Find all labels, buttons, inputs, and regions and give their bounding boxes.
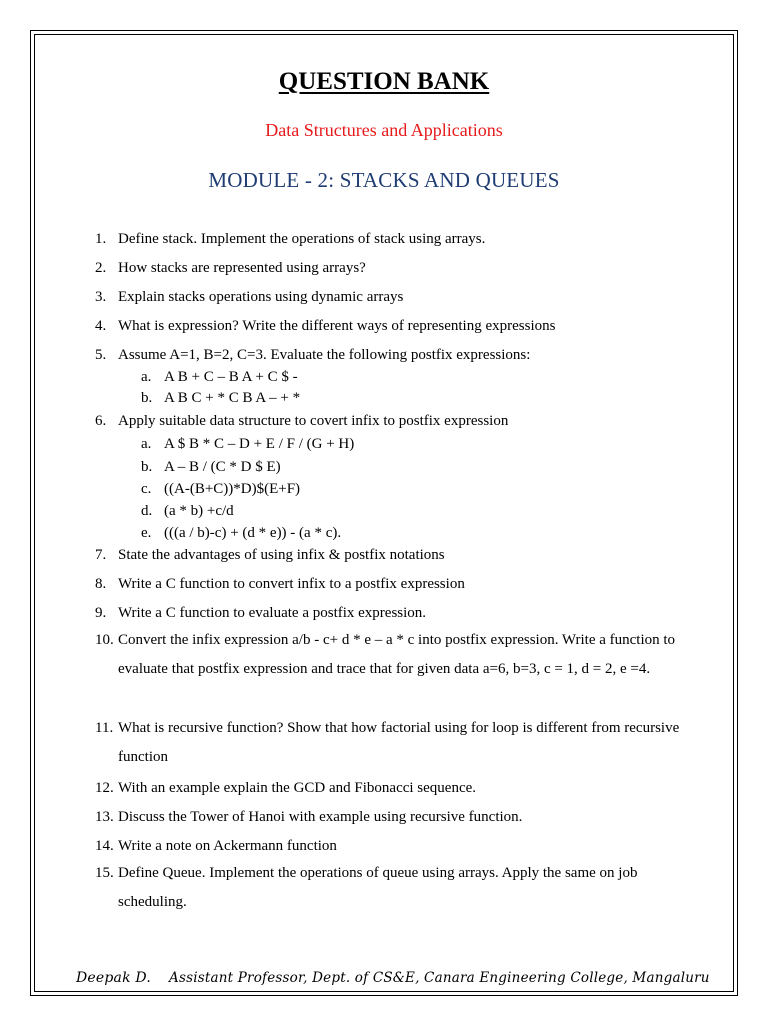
question-11 <box>95 714 695 772</box>
question-text: Define stack. Implement the operations of stack using arrays. <box>118 231 486 247</box>
question-3 <box>95 288 403 306</box>
question-number: 2. <box>95 260 107 276</box>
author-name: Deepak D. <box>76 970 152 986</box>
question-7 <box>95 546 445 564</box>
question-number: 14. <box>95 838 114 854</box>
question-number: 5. <box>95 347 107 363</box>
question-text: How stacks are represented using arrays? <box>118 260 366 276</box>
part-letter: c. <box>141 481 152 497</box>
question-8 <box>95 575 465 593</box>
author-designation: Assistant Professor, Dept. of CS&E, Canara Engineering College, Mangaluru <box>169 970 710 986</box>
question-text: With an example explain the GCD and Fibonacci sequence. <box>118 780 477 796</box>
part-text: A – B / (C * D $ E) <box>164 459 281 475</box>
question-12 <box>95 779 476 797</box>
question-4 <box>95 317 555 335</box>
question-number: 12. <box>95 780 114 796</box>
question-10 <box>95 626 695 684</box>
question-number: 15. <box>95 865 114 881</box>
question-6 <box>95 412 508 430</box>
question-number: 1. <box>95 231 107 247</box>
question-text: Define Queue. Implement the operations of queue using arrays. Apply the same on job scheduling. <box>118 865 638 910</box>
question-5 <box>95 346 530 364</box>
question-text: Write a note on Ackermann function <box>118 838 337 854</box>
question-text: What is recursive function? Show that how factorial using for loop is different from recursive function <box>118 720 680 765</box>
question-text: State the advantages of using infix & postfix notations <box>118 547 445 563</box>
question-number: 11. <box>95 720 114 736</box>
part-text: A B C + * C B A – + * <box>164 390 301 406</box>
part-letter: b. <box>141 390 153 406</box>
question-9 <box>95 604 426 622</box>
part-text: A B + C – B A + C $ - <box>164 369 298 385</box>
question-number: 4. <box>95 318 107 334</box>
question-2 <box>95 259 366 277</box>
part-text: (a * b) +c/d <box>164 503 234 519</box>
question-text: Assume A=1, B=2, C=3. Evaluate the following postfix expressions: <box>118 347 531 363</box>
subject-subtitle: Data Structures and Applications <box>265 120 503 140</box>
question-number: 6. <box>95 413 107 429</box>
question-text: Discuss the Tower of Hanoi with example using recursive function. <box>118 809 523 825</box>
question-6-part-c <box>141 480 300 498</box>
question-14 <box>95 837 337 855</box>
question-5-part-a <box>141 368 298 386</box>
question-number: 10. <box>95 632 114 648</box>
question-text: Apply suitable data structure to covert infix to postfix expression <box>118 413 509 429</box>
question-number: 13. <box>95 809 114 825</box>
question-text: Write a C function to convert infix to a postfix expression <box>118 576 465 592</box>
module-heading: MODULE - 2: STACKS AND QUEUES <box>208 168 560 192</box>
question-text: Convert the infix expression a/b - c+ d * e – a * c into postfix expression. Write a function to evaluate that postfix expression and trace that for given data a=6, b=3, c = 1, d = 2, e =4. <box>118 632 676 677</box>
question-number: 8. <box>95 576 107 592</box>
part-text: ((A-(B+C))*D)$(E+F) <box>164 481 301 497</box>
document-title: QUESTION BANK <box>278 68 490 95</box>
question-6-part-b <box>141 458 281 476</box>
question-1 <box>95 230 485 248</box>
question-6-part-e <box>141 524 341 542</box>
question-text: Explain stacks operations using dynamic arrays <box>118 289 404 305</box>
part-text: (((a / b)-c) + (d * e)) - (a * c). <box>164 525 342 541</box>
question-number: 7. <box>95 547 107 563</box>
question-5-part-b <box>141 389 300 407</box>
question-6-part-a <box>141 435 354 453</box>
question-text: Write a C function to evaluate a postfix expression. <box>118 605 427 621</box>
question-text: What is expression? Write the different ways of representing expressions <box>118 318 556 334</box>
part-letter: d. <box>141 503 153 519</box>
question-15 <box>95 859 695 917</box>
question-6-part-d <box>141 502 234 520</box>
part-letter: a. <box>141 369 152 385</box>
question-13 <box>95 808 522 826</box>
question-number: 3. <box>95 289 107 305</box>
part-letter: a. <box>141 436 152 452</box>
part-text: A $ B * C – D + E / F / (G + H) <box>164 436 355 452</box>
footer-author <box>76 970 710 986</box>
part-letter: b. <box>141 459 153 475</box>
part-letter: e. <box>141 525 152 541</box>
question-number: 9. <box>95 605 107 621</box>
